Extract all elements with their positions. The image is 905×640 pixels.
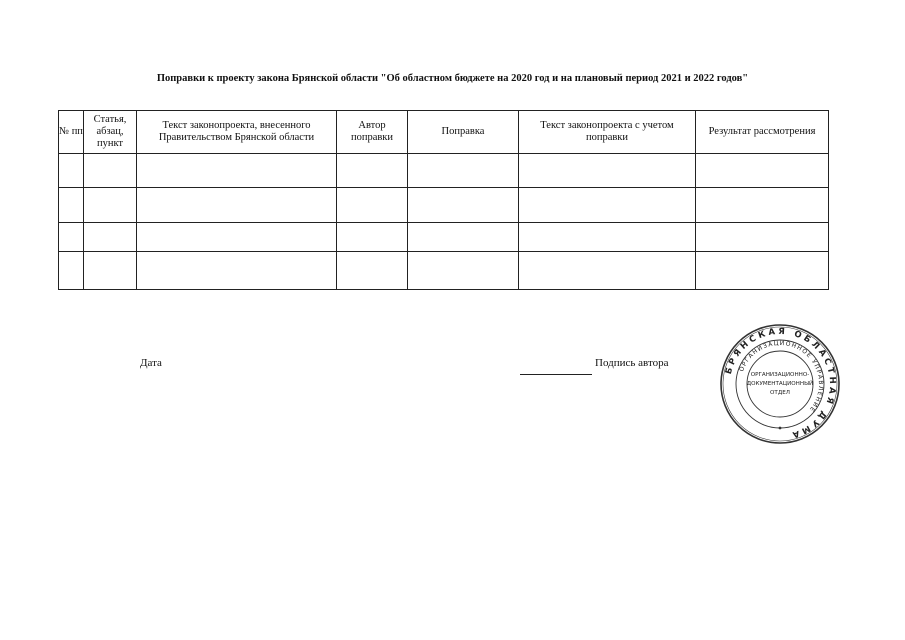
table-cell [59,252,84,290]
table-cell [337,188,408,223]
table-cell [519,252,696,290]
table-cell [84,188,137,223]
table-cell [408,154,519,188]
table-row [59,252,829,290]
table-cell [337,154,408,188]
signature-line [520,374,592,375]
table-cell [519,154,696,188]
amendments-table [58,110,829,290]
document-title: Поправки к проекту закона Брянской области "Об областном бюджете на 2020 год и на плановый период 2021 и 2022 годов" [156,73,749,84]
header-number: № пп [59,111,84,154]
table-cell [59,223,84,252]
table-cell [337,252,408,290]
table-cell [408,188,519,223]
header-amended-text: Текст законопроекта с учетом поправки [519,111,696,154]
stamp-center-line-2: ДОКУМЕНТАЦИОННЫЙ [746,381,814,387]
signature-label: Подпись автора [595,357,669,369]
table-cell [408,223,519,252]
table-row [59,154,829,188]
table-cell [519,188,696,223]
table-cell [696,154,829,188]
table-cell [59,188,84,223]
header-amendment: Поправка [408,111,519,154]
table-cell [84,154,137,188]
table-cell [84,223,137,252]
table-cell [137,154,337,188]
table-cell [137,223,337,252]
table-cell [696,188,829,223]
table-row [59,188,829,223]
table-cell [408,252,519,290]
table-cell [519,223,696,252]
header-article: Статья, абзац, пункт [84,111,137,154]
stamp-outer-text: БРЯНСКАЯ ОБЛАСТНАЯ ДУМА [723,326,838,441]
table-cell [137,188,337,223]
table-cell [84,252,137,290]
table-cell [137,252,337,290]
stamp-dot [779,427,782,430]
table-cell [337,223,408,252]
table-cell [59,154,84,188]
stamp-center-line-1: ОРГАНИЗАЦИОННО- [750,372,810,378]
table-row [59,223,829,252]
header-original-text: Текст законопроекта, внесенного Правительством Брянской области [137,111,337,154]
table-cell [696,252,829,290]
header-author: Автор поправки [337,111,408,154]
header-result: Результат рассмотрения [696,111,829,154]
date-label: Дата [140,357,162,369]
table-header-row [59,111,829,154]
official-stamp [718,322,842,446]
stamp-center-line-3: ОТДЕЛ [770,390,790,396]
table-cell [696,223,829,252]
stamp-inner-text: ОРГАНИЗАЦИОННОЕ УПРАВЛЕНИЕ [738,339,825,414]
